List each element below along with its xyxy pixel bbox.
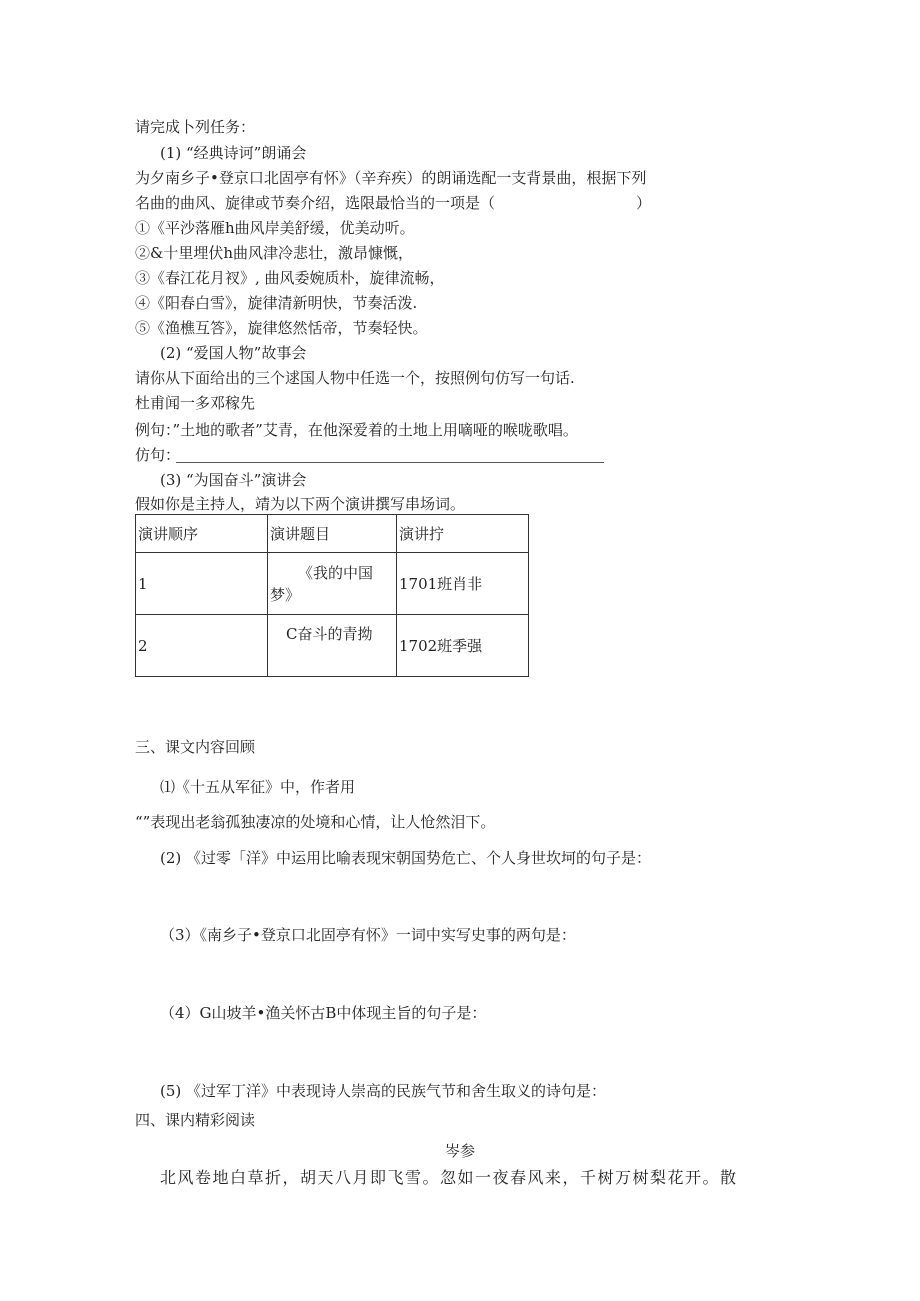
row2-speaker: 1702班季强 xyxy=(397,615,529,677)
header-speaker: 演讲拧 xyxy=(397,515,529,553)
table-header-row xyxy=(136,515,529,553)
header-title: 演讲题目 xyxy=(268,515,397,553)
row1-title xyxy=(268,553,397,615)
task2-example: 例句：”土地的歌者”艾青，在他深爱着的土地上用嘀哑的喉咙歌唱。 xyxy=(135,421,578,439)
task3-instruction: 假如你是主持人，靖为以下两个演讲撰写串场词。 xyxy=(135,495,466,513)
task2-instruction: 请你从下面给出的三个逑国人物中任选一个，按照例句仿写一句话. xyxy=(135,369,575,387)
row2-order: 2 xyxy=(136,615,268,677)
section3-q1-line2: “”表现出老翁孤独凄凉的处境和心情，让人怆然泪下。 xyxy=(135,813,496,831)
poem-author: 岑参 xyxy=(445,1142,476,1160)
row1-title-line2: 梦》 xyxy=(270,585,301,604)
row1-title-line1: 《我的中国 xyxy=(298,563,374,582)
option-4: ④《阳春白雪》，旋律清新明快，节奏活泼. xyxy=(135,294,418,312)
imitate-answer-blank[interactable] xyxy=(176,462,604,463)
section3-q5: (5) 《过军丁洋》中表现诗人崇高的民族气节和舍生取义的诗句是： xyxy=(160,1082,607,1100)
task1-question-line1: 为夕南乡子•登京口北固亭有怀》（辛弃疾）的朗诵选配一支背景曲，根据下列 xyxy=(135,169,647,187)
task1-heading: (1) “经典诗诃”朗诵会 xyxy=(160,144,307,162)
table-row xyxy=(136,553,529,615)
option-1: ①《平沙落雁h曲风岸美舒缓，优美动听。 xyxy=(135,219,415,237)
section3-heading: 三、课文内容回顾 xyxy=(135,738,256,756)
task2-people: 杜甫闻一多邓稼先 xyxy=(135,394,256,412)
header-order: 演讲顺序 xyxy=(136,515,268,553)
section3-q3: （3）《南乡子•登京口北固亭有怀》一词中实写史事的两句是： xyxy=(160,926,576,944)
section3-q2: (2) 《过零「洋》中运用比喻表现宋朝国势危亡、个人身世坎坷的句子是： xyxy=(160,849,652,867)
row2-title-line1: C奋斗的青拗 xyxy=(286,625,373,643)
section3-q1-line1: ⑴《十五从军征》中，作者用 xyxy=(160,778,356,796)
section3-q4: （4）G山坡羊•渔关怀古B中体现主旨的句子是： xyxy=(160,1004,487,1022)
table-row xyxy=(136,615,529,677)
poem-text-line: 北风卷地白草折，胡天八月即飞雪。忽如一夜春风来，千树万树梨花开。散 xyxy=(160,1168,738,1187)
row1-order: 1 xyxy=(136,553,268,615)
section4-heading: 四、课内精彩阅读 xyxy=(135,1111,256,1129)
speech-schedule-table xyxy=(135,514,529,677)
task3-heading: (3) “为国奋斗”演讲会 xyxy=(160,471,307,489)
option-3: ③《春江花月衩》, 曲风委婉质朴，旋律流畅， xyxy=(135,269,445,287)
intro-line: 请完成卜列任务： xyxy=(135,118,256,136)
task1-answer-bracket-close: ） xyxy=(636,194,652,212)
row2-title xyxy=(268,615,397,677)
task1-question-line2: 名曲的曲风、旋律或节奏介绍，选限最恰当的一项是（ xyxy=(135,194,496,212)
task2-imitate-label: 仿句： xyxy=(135,446,181,464)
option-5: ⑤《渔樵互答》，旋律悠然恬帝，节奏轻快。 xyxy=(135,319,428,337)
task2-heading: (2) “爱国人物”故事会 xyxy=(160,344,307,362)
option-2: ②&十里埋伏h曲风津冷悲壮，激昂慷慨， xyxy=(135,244,414,262)
row1-speaker: 1701班肖非 xyxy=(397,553,529,615)
